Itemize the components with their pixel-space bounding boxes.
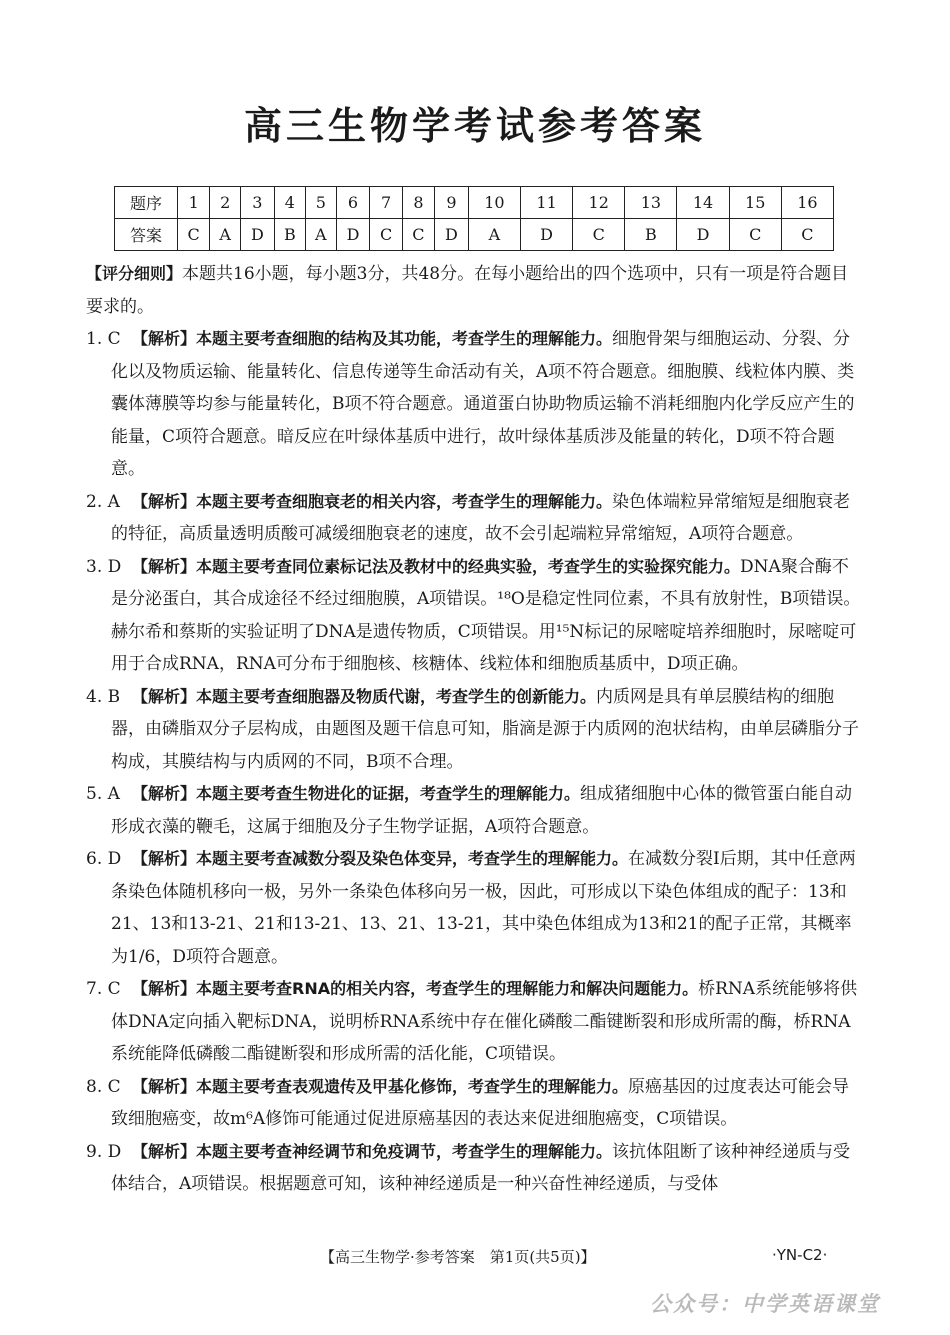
intro-text: 本题共16小题，每小题3分，共48分。在每小题给出的四个选项中，只有一项是符合题目要求的。 bbox=[86, 264, 849, 317]
item-number: 6. D bbox=[86, 849, 122, 869]
list-item bbox=[86, 551, 864, 681]
item-summary: 本题主要考查细胞器及物质代谢，考查学生的创新能力。 bbox=[196, 686, 597, 706]
item-tag: 【解析】 bbox=[132, 491, 197, 511]
item-number: 3. D bbox=[86, 556, 122, 577]
question-number-cell: 11 bbox=[521, 187, 573, 219]
item-summary: 本题主要考查表观遗传及甲基化修饰，考查学生的理解能力。 bbox=[196, 1076, 629, 1096]
answer-cell: A bbox=[305, 219, 336, 251]
item-summary: 本题主要考查同位素标记法及教材中的经典实验，考查学生的实验探究能力。 bbox=[196, 556, 741, 576]
answer-cell: D bbox=[336, 219, 370, 251]
list-item bbox=[86, 973, 864, 1071]
list-item bbox=[86, 843, 864, 973]
question-number-cell: 10 bbox=[468, 187, 520, 219]
question-number-cell: 14 bbox=[677, 187, 729, 219]
item-tag: 【解析】 bbox=[132, 849, 197, 868]
table-row-label: 答案 bbox=[115, 219, 178, 251]
item-number: 1. C bbox=[86, 329, 121, 349]
question-number-cell: 7 bbox=[370, 187, 402, 219]
answer-cell: C bbox=[781, 219, 833, 251]
item-text: 染色体端粒异常缩短是细胞衰老的特征，高质量透明质酸可减缓细胞衰老的速度，故不会引起端粒异常缩短，A项符合题意。 bbox=[111, 491, 851, 544]
answer-cell: B bbox=[625, 219, 677, 251]
answer-cell: C bbox=[402, 219, 434, 251]
item-number: 9. D bbox=[86, 1141, 122, 1162]
explanation-list bbox=[86, 323, 864, 1201]
list-item bbox=[86, 681, 864, 779]
answer-cell: D bbox=[677, 219, 729, 251]
item-summary: 本题主要考查神经调节和免疫调节，考查学生的理解能力。 bbox=[196, 1141, 613, 1161]
list-item bbox=[86, 1136, 864, 1201]
answer-cell: D bbox=[521, 219, 573, 251]
question-number-cell: 1 bbox=[178, 187, 210, 219]
item-text: 组成猪细胞中心体的微管蛋白能自动形成衣藻的鞭毛，这属于细胞及分子生物学证据，A项符合题意。 bbox=[111, 784, 853, 837]
list-item bbox=[86, 778, 864, 843]
answer-table bbox=[114, 186, 834, 251]
footer-code: ·YN-C2· bbox=[772, 1246, 828, 1264]
question-number-cell: 2 bbox=[210, 187, 241, 219]
item-number: 2. A bbox=[86, 491, 120, 512]
answer-cell: D bbox=[435, 219, 469, 251]
scoring-intro bbox=[86, 258, 864, 323]
answer-cell: B bbox=[274, 219, 305, 251]
table-row-numbers bbox=[115, 187, 834, 219]
item-tag: 【解析】 bbox=[132, 784, 197, 803]
item-number: 4. B bbox=[86, 686, 121, 707]
question-number-cell: 8 bbox=[402, 187, 434, 219]
table-row-label: 题序 bbox=[115, 187, 178, 219]
item-text: 原癌基因的过度表达可能会导致细胞癌变，故m⁶A修饰可能通过促进原癌基因的表达来促进细胞癌变，C项错误。 bbox=[111, 1076, 850, 1129]
answer-cell: C bbox=[370, 219, 402, 251]
answer-cell: D bbox=[241, 219, 275, 251]
question-number-cell: 3 bbox=[241, 187, 275, 219]
answer-cell: A bbox=[210, 219, 241, 251]
page-title: 高三生物学考试参考答案 bbox=[243, 104, 706, 148]
table-row-answers bbox=[115, 219, 834, 251]
item-tag: 【解析】 bbox=[132, 686, 197, 706]
answer-explanations bbox=[86, 258, 864, 1201]
list-item bbox=[86, 1071, 864, 1136]
item-tag: 【解析】 bbox=[132, 556, 197, 576]
answer-cell: C bbox=[178, 219, 210, 251]
item-summary: 本题主要考查生物进化的证据，考查学生的理解能力。 bbox=[196, 784, 581, 803]
item-summary: 本题主要考查减数分裂及染色体变异，考查学生的理解能力。 bbox=[196, 849, 629, 868]
intro-label: 【评分细则】 bbox=[86, 264, 183, 283]
answer-cell: C bbox=[573, 219, 625, 251]
question-number-cell: 13 bbox=[625, 187, 677, 219]
item-summary: 本题主要考查细胞的结构及其功能，考查学生的理解能力。 bbox=[196, 329, 613, 348]
item-number: 8. C bbox=[86, 1076, 121, 1097]
list-item bbox=[86, 486, 864, 551]
question-number-cell: 9 bbox=[435, 187, 469, 219]
item-text: 桥RNA系统能够将供体DNA定向插入靶标DNA，说明桥RNA系统中存在催化磷酸二酯键断裂和形成所需的酶，桥RNA系统能降低磷酸二酯键断裂和形成所需的活化能，C项错误。 bbox=[111, 979, 858, 1064]
footer-page-info: 【高三生物学·参考答案 第1页(共5页)】 bbox=[320, 1248, 596, 1266]
item-tag: 【解析】 bbox=[132, 329, 197, 348]
question-number-cell: 16 bbox=[781, 187, 833, 219]
question-number-cell: 4 bbox=[274, 187, 305, 219]
item-text: 内质网是具有单层膜结构的细胞器，由磷脂双分子层构成，由题图及题干信息可知，脂滴是源于内质网的泡状结构，由单层磷脂分子构成，其膜结构与内质网的不同，B项不合理。 bbox=[111, 686, 859, 772]
question-number-cell: 6 bbox=[336, 187, 370, 219]
item-tag: 【解析】 bbox=[132, 979, 197, 998]
answer-cell: A bbox=[468, 219, 520, 251]
item-text: 细胞骨架与细胞运动、分裂、分化以及物质运输、能量转化、信息传递等生命活动有关，A项不符合题意。细胞膜、线粒体内膜、类囊体薄膜等均参与能量转化，B项不符合题意。通道蛋白协助物质运输不消耗细胞内化学反应产生的能量，C项符合题意。暗反应在叶绿体基质中进行，故叶绿体基质涉及能量的转化，D项不符合题意。 bbox=[111, 329, 855, 479]
question-number-cell: 12 bbox=[573, 187, 625, 219]
item-text: DNA聚合酶不是分泌蛋白，其合成途径不经过细胞膜，A项错误。¹⁸O是稳定性同位素，不具有放射性，B项错误。赫尔希和蔡斯的实验证明了DNA是遗传物质，C项错误。用¹⁵N标记的尿嘧啶培养细胞时，尿嘧啶可用于合成RNA，RNA可分布于细胞核、核糖体、线粒体和细胞质基质中，D项正确。 bbox=[111, 556, 861, 674]
item-tag: 【解析】 bbox=[132, 1141, 197, 1161]
list-item bbox=[86, 323, 864, 486]
answer-cell: C bbox=[729, 219, 781, 251]
question-number-cell: 15 bbox=[729, 187, 781, 219]
item-summary: 本题主要考查细胞衰老的相关内容，考查学生的理解能力。 bbox=[196, 491, 613, 511]
item-number: 7. C bbox=[86, 979, 121, 999]
item-tag: 【解析】 bbox=[132, 1076, 197, 1096]
item-summary: 本题主要考查RNA的相关内容，考查学生的理解能力和解决问题能力。 bbox=[196, 979, 699, 998]
question-number-cell: 5 bbox=[305, 187, 336, 219]
watermark-text: 公众号：中学英语课堂 bbox=[650, 1292, 880, 1316]
item-number: 5. A bbox=[86, 784, 120, 804]
item-text: 该抗体阻断了该种神经递质与受体结合，A项错误。根据题意可知，该种神经递质是一种兴奋性神经递质，与受体 bbox=[111, 1141, 851, 1194]
item-text: 在减数分裂Ⅰ后期，其中任意两条染色体随机移向一极，另外一条染色体移向另一极，因此，可形成以下染色体组成的配子：13和21、13和13-21、21和13-21、13、21、13-21，其中染色体组成为13和21的配子正常，其概率为1/6，D项符合题意。 bbox=[111, 849, 856, 967]
